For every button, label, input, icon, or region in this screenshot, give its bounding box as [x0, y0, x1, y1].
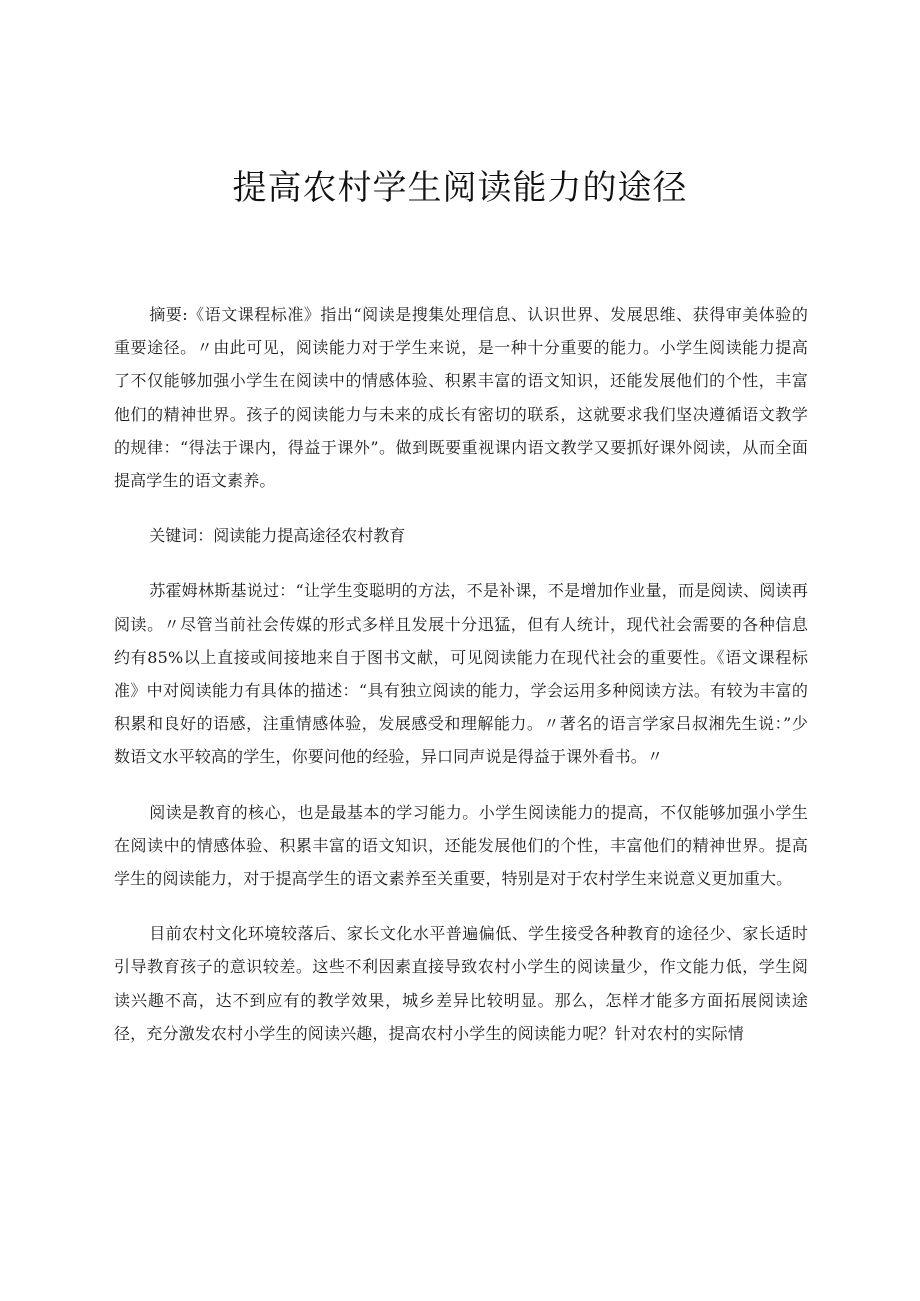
document-body	[114, 298, 808, 1072]
body-paragraph-2: 阅读是教育的核心，也是最基本的学习能力。小学生阅读能力的提高，不仅能够加强小学生在阅读中的情感体验、积累丰富的语文知识，还能发展他们的个性，丰富他们的精神世界。提高学生的阅读能力，对于提高学生的语文素养至关重要，特别是对于农村学生来说意义更加重大。	[114, 802, 808, 889]
body-paragraph-1: 苏霍姆林斯基说过：“让学生变聪明的方法，不是补课，不是增加作业量，而是阅读、阅读再阅读。〃尽管当前社会传媒的形式多样且发展十分迅猛，但有人统计，现代社会需要的各种信息约有85%以上直接或间接地来自于图书文献，可见阅读能力在现代社会的重要性。《语文课程标准》中对阅读能力有具体的描述：“具有独立阅读的能力，学会运用多种阅读方法。有较为丰富的积累和良好的语感，注重情感体验，发展感受和理解能力。〃著名的语言学家吕叔湘先生说：”少数语文水平较高的学生，你要问他的经验，异口同声说是得益于课外看书。〃	[114, 581, 808, 767]
keywords-line: 关键词：阅读能力提高途径农村教育	[149, 526, 406, 546]
document-title: 提高农村学生阅读能力的途径	[232, 168, 688, 208]
body-paragraph-3: 目前农村文化环境较落后、家长文化水平普遍偏低、学生接受各种教育的途径少、家长适时引导教育孩子的意识较差。这些不利因素直接导致农村小学生的阅读量少，作文能力低，学生阅读兴趣不高，达不到应有的教学效果，城乡差异比较明显。那么，怎样才能多方面拓展阅读途径，充分激发农村小学生的阅读兴趣，提高农村小学生的阅读能力呢？针对农村的实际情	[114, 924, 808, 1043]
abstract-paragraph: 摘要:《语文课程标准》指出“阅读是搜集处理信息、认识世界、发展思维、获得审美体验的重要途径。〃由此可见，阅读能力对于学生来说，是一种十分重要的能力。小学生阅读能力提高了不仅能够加强小学生在阅读中的情感体验、积累丰富的语文知识，还能发展他们的个性，丰富他们的精神世界。孩子的阅读能力与未来的成长有密切的联系，这就要求我们坚决遵循语文教学的规律：“得法于课内，得益于课外”。做到既要重视课内语文教学又要抓好课外阅读，从而全面提高学生的语文素养。	[114, 305, 808, 491]
